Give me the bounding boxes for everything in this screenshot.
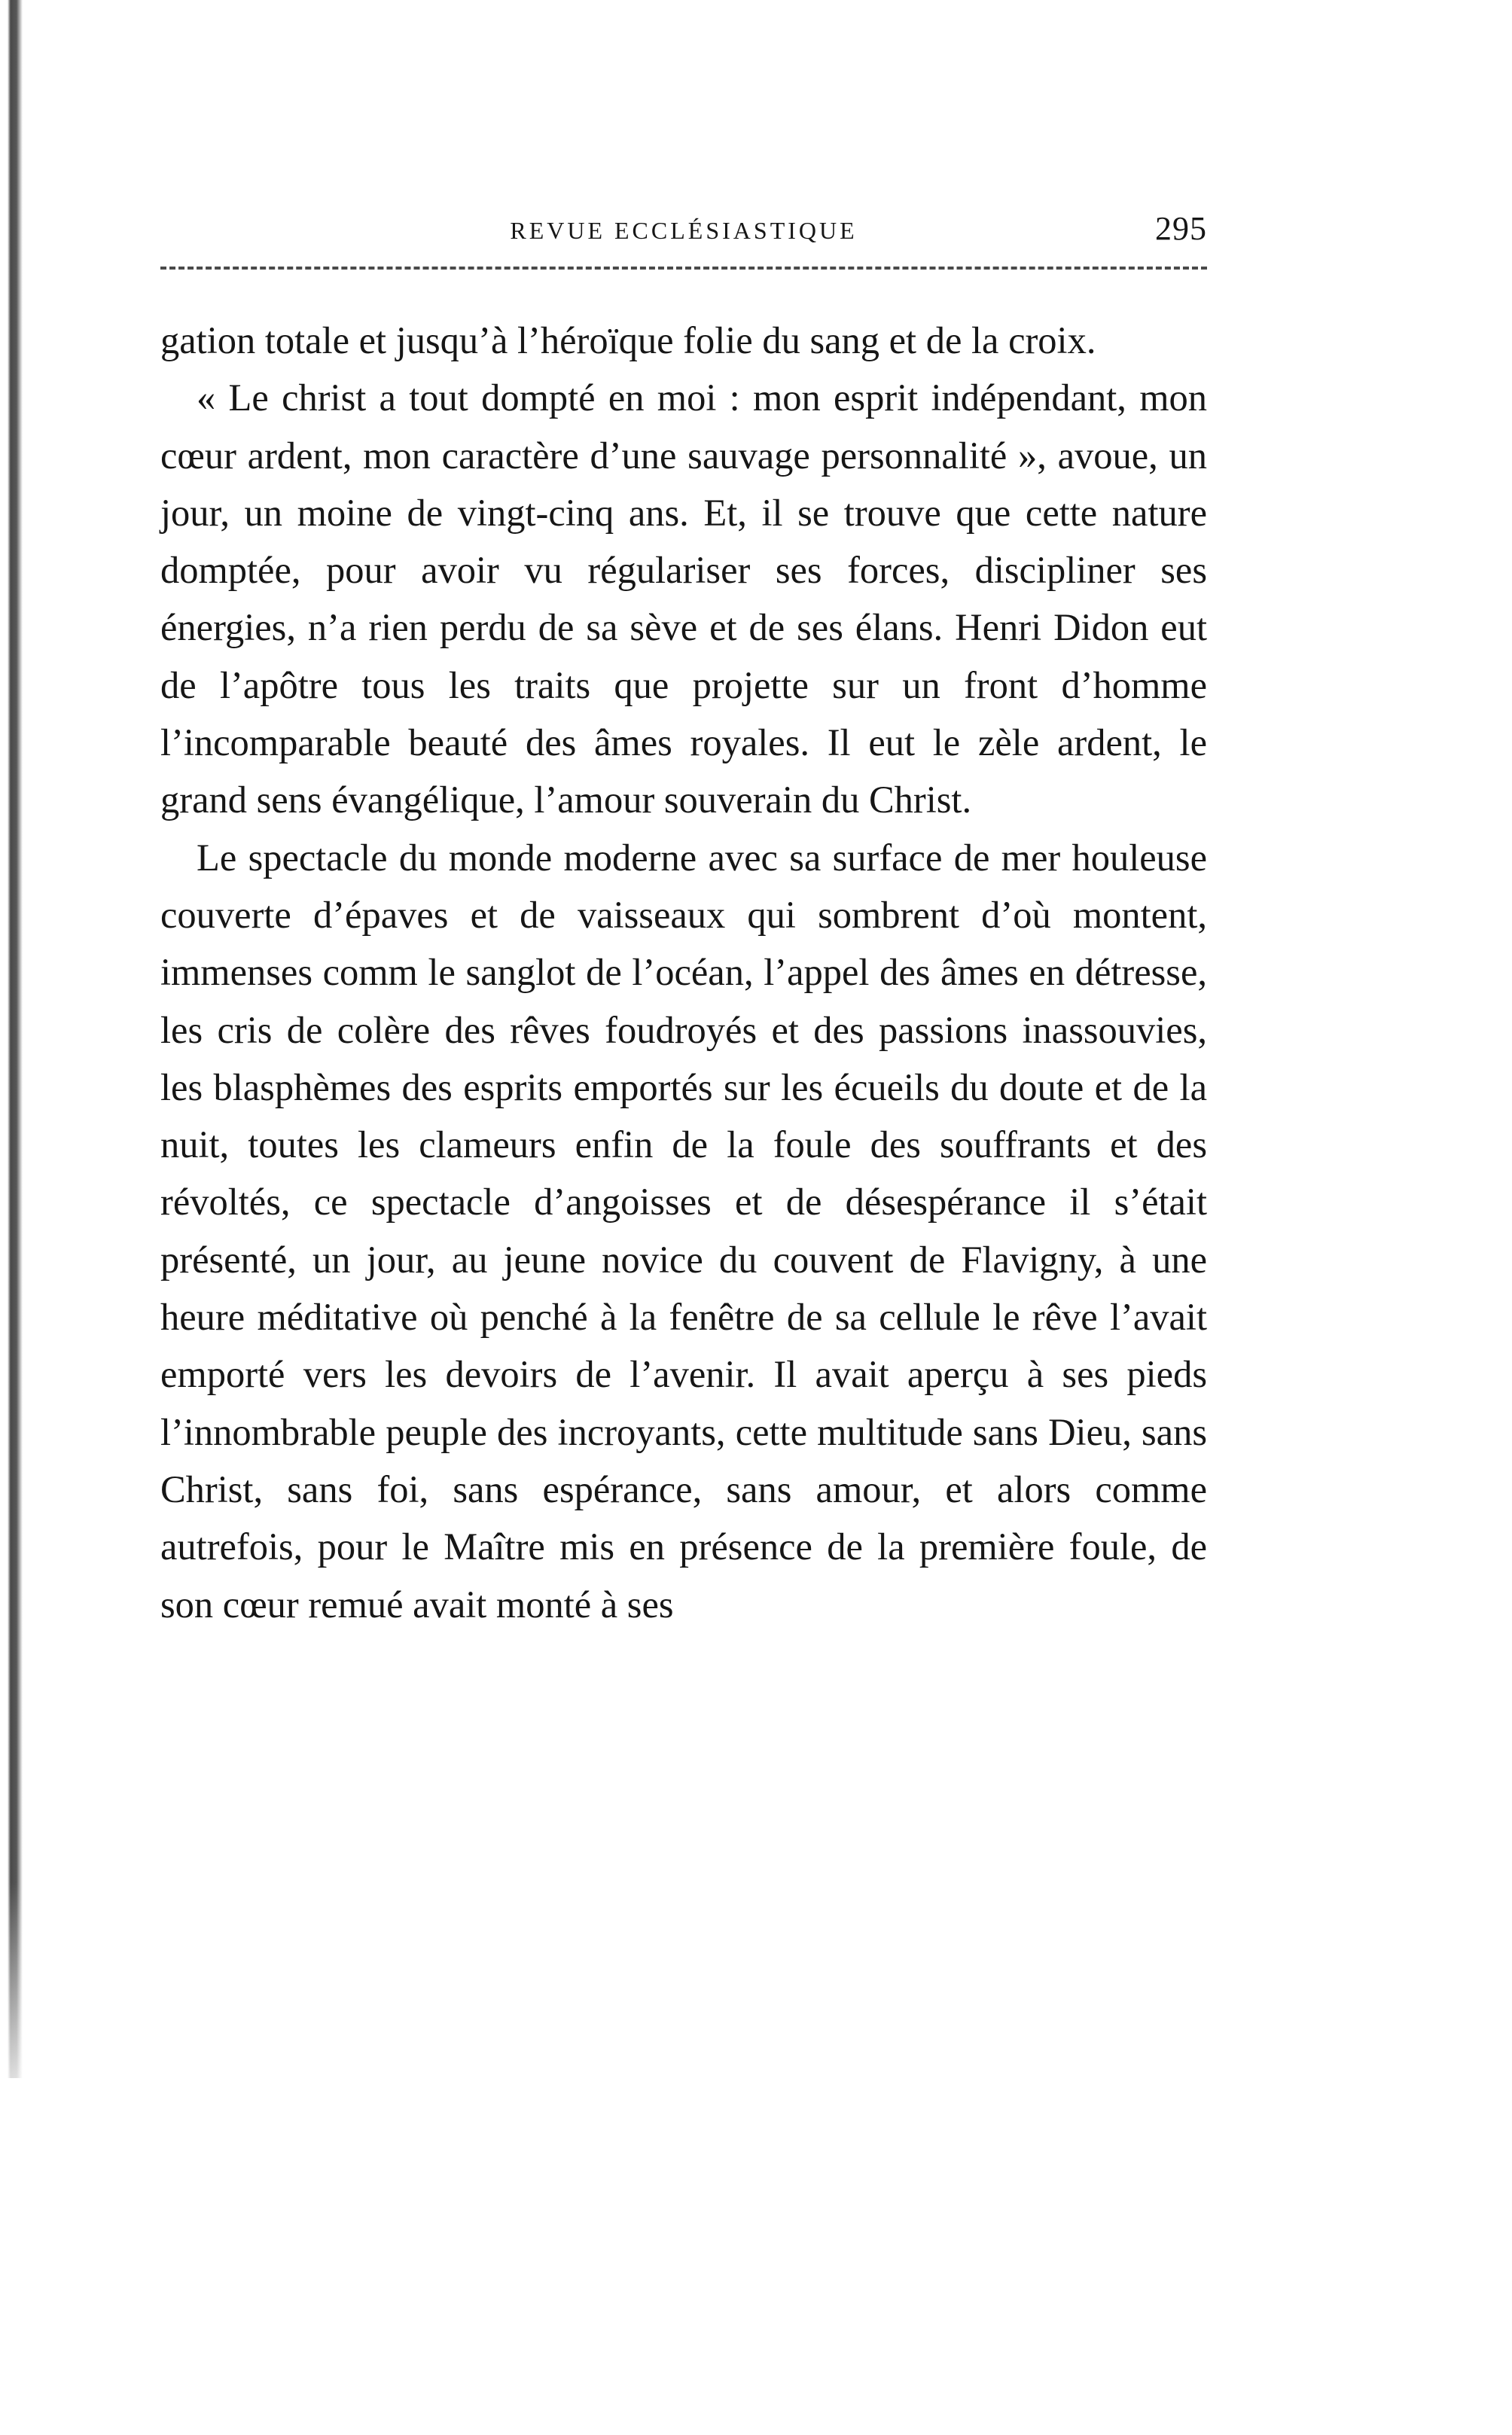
scan-binding-edge bbox=[0, 0, 41, 2078]
running-title: REVUE ECCLÉSIASTIQUE bbox=[510, 217, 858, 244]
paragraph-2: « Le christ a tout dompté en moi : mon esprit indépendant, mon cœur ardent, mon caractère d’une sauvage personnalité », avoue, un jour, un moine de vingt-cinq ans. Et, il se trouve que cette nature domptée, pour avoir vu régulariser ses forces, discipliner ses énergies, n’a rien perdu de sa sève et de ses élans. Henri Didon eut de l’apôtre tous les traits que projette sur un front d’homme l’incomparable beauté des âmes royales. Il eut le zèle ardent, le grand sens évangélique, l’amour souverain du Christ. bbox=[160, 376, 1207, 821]
page-number: 295 bbox=[1155, 210, 1207, 247]
book-page bbox=[160, 203, 1207, 1633]
body-text bbox=[160, 312, 1207, 1633]
header-rule bbox=[160, 267, 1207, 270]
paragraph-1: gation totale et jusqu’à l’héroïque folie du sang et de la croix. bbox=[160, 319, 1096, 361]
scan-binding-edge-fade bbox=[0, 1882, 41, 2123]
paragraph-3: Le spectacle du monde moderne avec sa surface de mer houleuse couverte d’épaves et de vaisseaux qui sombrent d’où montent, immenses comm le sanglot de l’océan, l’appel des âmes en détresse, les cris de colère des rêves foudroyés et des passions inassouvies, les blasphèmes des esprits emportés sur les écueils du doute et de la nuit, toutes les clameurs enfin de la foule des souffrants et des révoltés, ce spectacle d’angoisses et de désespérance il s’était présenté, un jour, au jeune novice du couvent de Flavigny, à une heure méditative où penché à la fenêtre de sa cellule le rêve l’avait emporté vers les devoirs de l’avenir. Il avait aperçu à ses pieds l’innombrable peuple des incroyants, cette multitude sans Dieu, sans Christ, sans foi, sans espérance, sans amour, et alors comme autrefois, pour le Maître mis en présence de la première foule, de son cœur remué avait monté à ses bbox=[160, 836, 1207, 1626]
running-head bbox=[160, 203, 1207, 256]
